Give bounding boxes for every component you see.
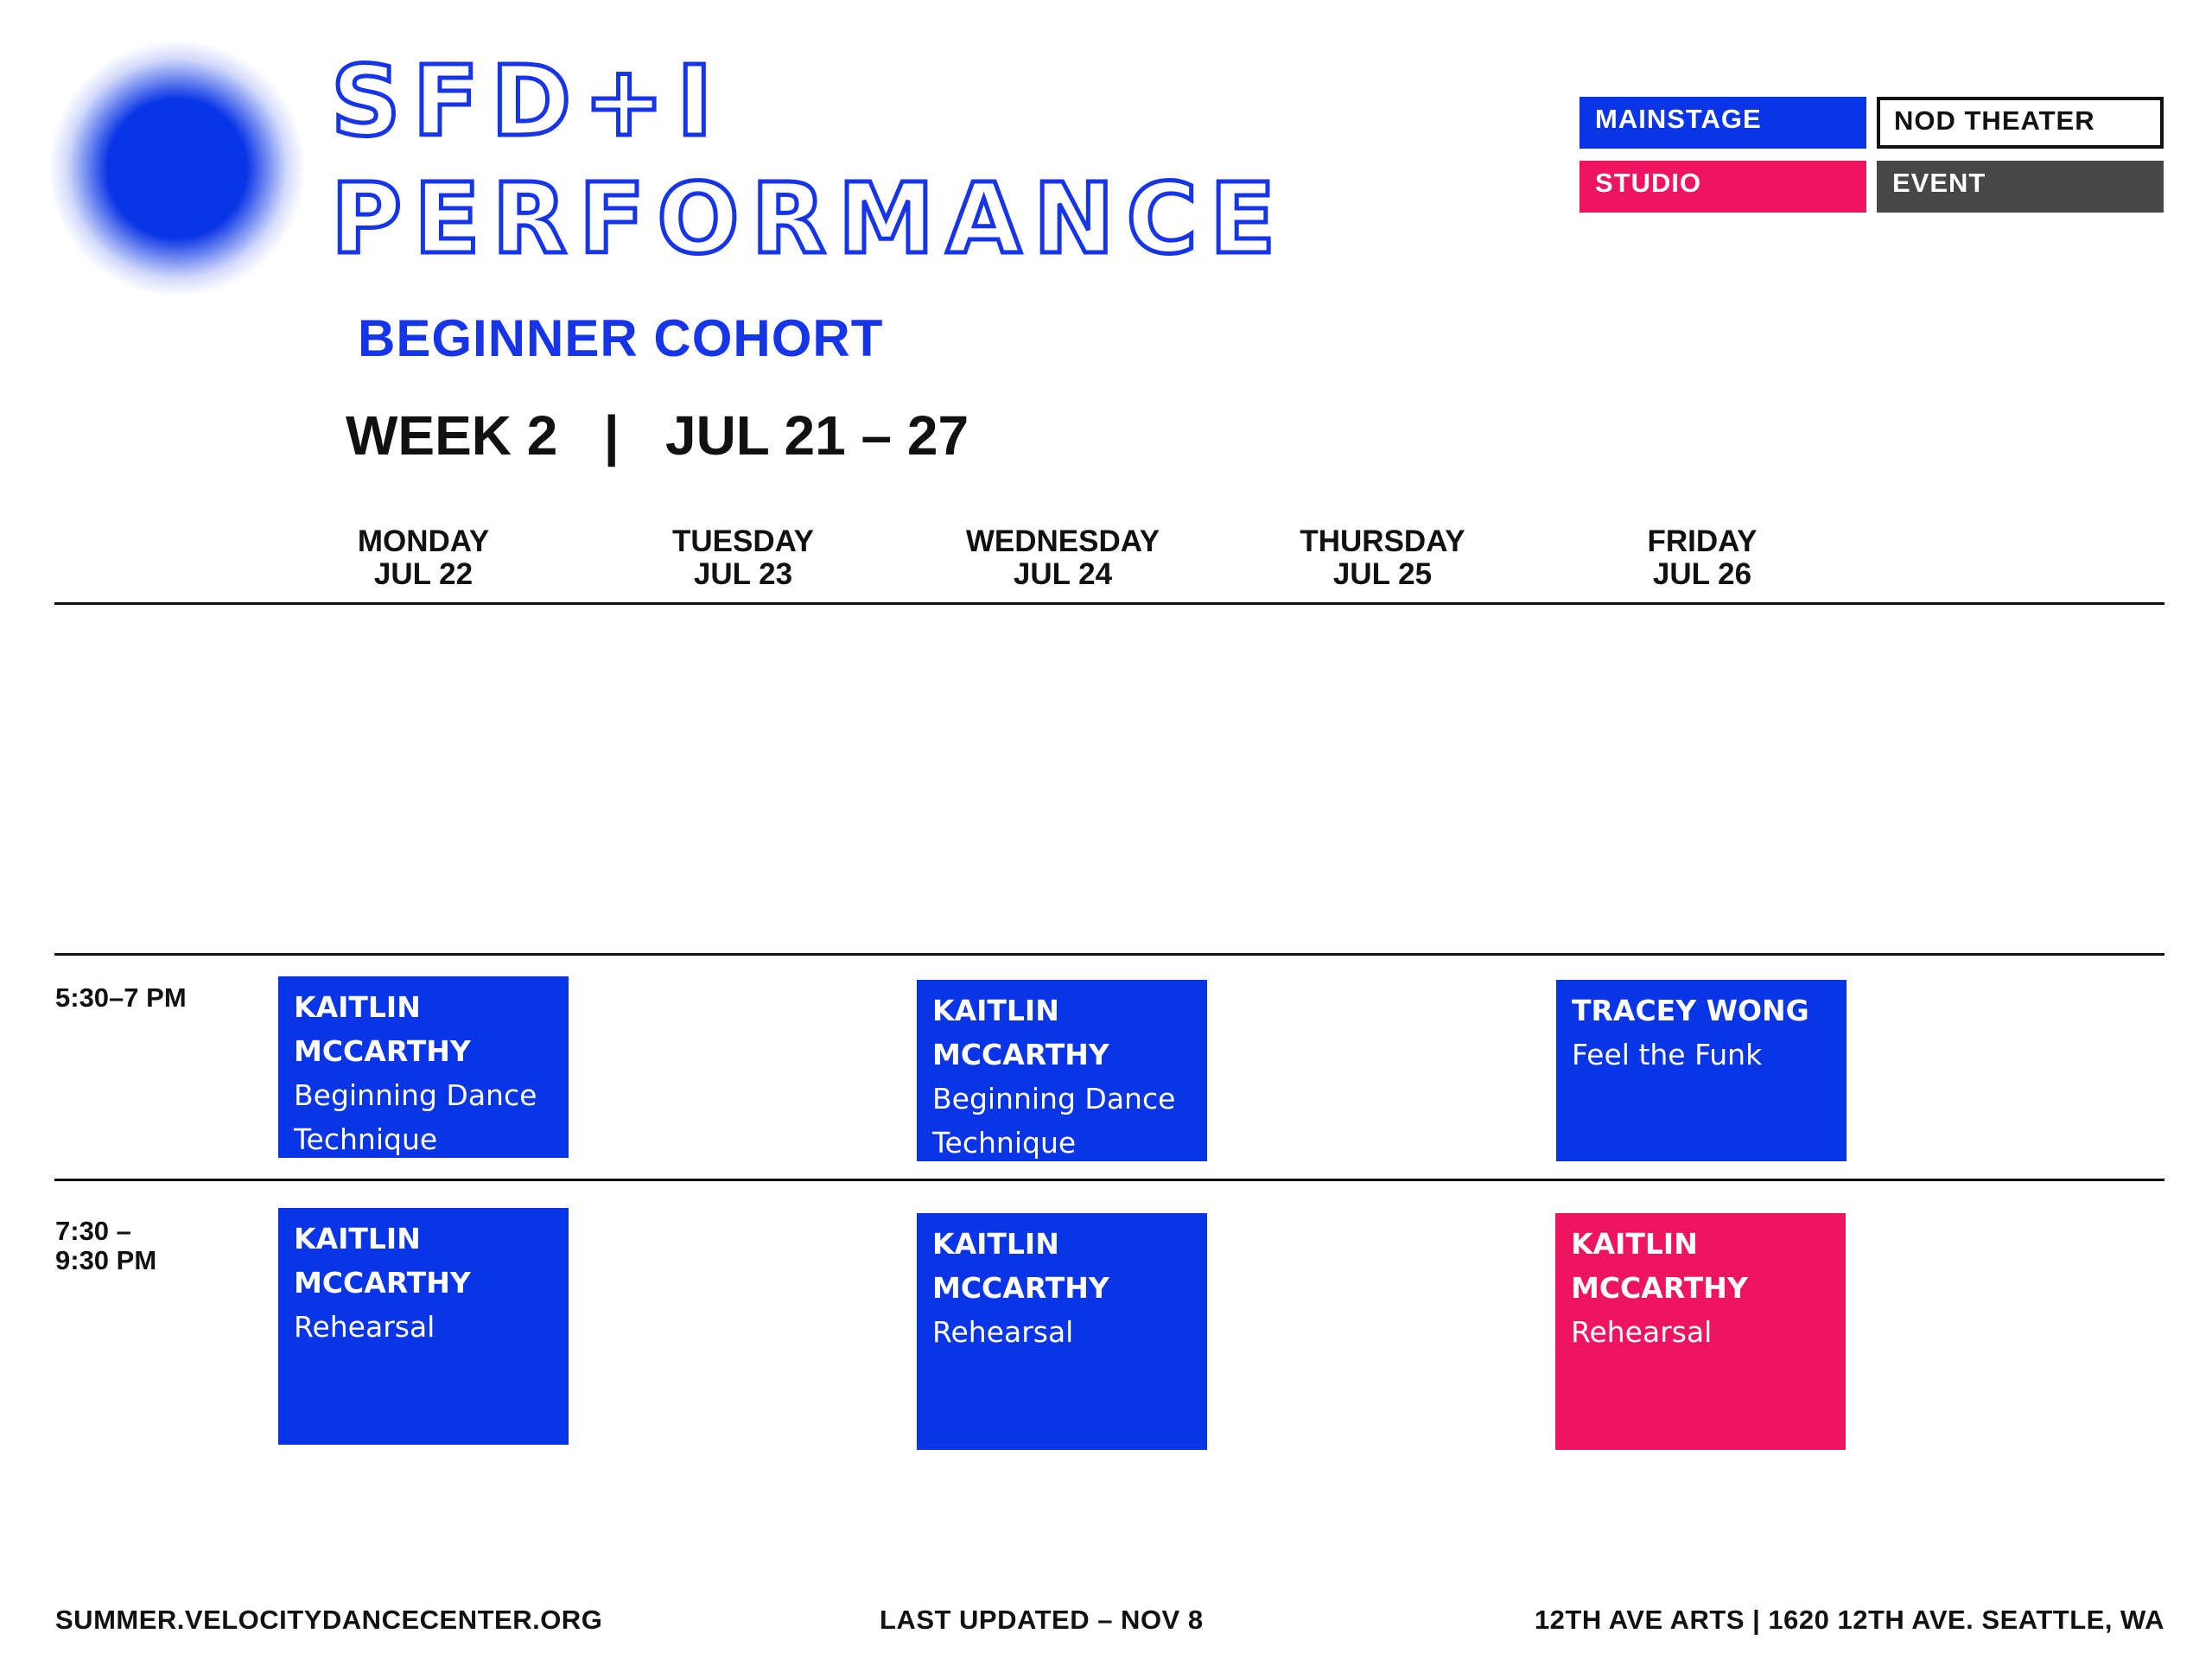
- class-title: Beginning Dance: [932, 1082, 1176, 1116]
- day-name: MONDAY: [357, 524, 490, 558]
- time-label-line: 5:30–7 PM: [55, 982, 187, 1013]
- class-title: Rehearsal: [1571, 1315, 1713, 1349]
- day-date: JUL 22: [373, 557, 474, 591]
- legend-mainstage: MAINSTAGE: [1580, 97, 1866, 149]
- class-title: Rehearsal: [294, 1310, 435, 1344]
- day-header-monday: [294, 525, 553, 591]
- instructor-name: KAITLIN: [932, 994, 1059, 1027]
- day-header-tuesday: [613, 525, 873, 591]
- instructor-name: MCCARTHY: [1571, 1271, 1748, 1305]
- day-name: FRIDAY: [1647, 524, 1758, 558]
- legend-event: EVENT: [1877, 161, 2164, 213]
- instructor-name: TRACEY WONG: [1572, 994, 1809, 1027]
- title-line-2: PERFORMANCE: [331, 163, 1288, 276]
- class-title: Beginning Dance: [294, 1078, 537, 1112]
- logo-dot: [48, 39, 307, 298]
- instructor-name: KAITLIN: [1571, 1227, 1698, 1261]
- event-card-wednesday-1[interactable]: [917, 980, 1207, 1161]
- event-card-friday-2[interactable]: [1555, 1213, 1846, 1450]
- time-label-line: 7:30 –: [55, 1216, 131, 1246]
- instructor-name: KAITLIN: [294, 1222, 421, 1255]
- event-card-friday-1[interactable]: [1556, 980, 1847, 1161]
- header-divider: [54, 602, 2164, 605]
- row-divider: [54, 953, 2164, 956]
- event-card-monday-2[interactable]: [278, 1208, 569, 1445]
- instructor-name: KAITLIN: [294, 990, 421, 1024]
- event-card-wednesday-2[interactable]: [917, 1213, 1207, 1450]
- day-date: JUL 24: [1013, 557, 1113, 591]
- day-name: THURSDAY: [1300, 524, 1465, 558]
- day-header-friday: [1573, 525, 1832, 591]
- row-divider: [54, 1179, 2164, 1181]
- time-slot-2: [55, 1217, 156, 1275]
- instructor-name: MCCARTHY: [932, 1271, 1109, 1305]
- legend-nod-theater: NOD THEATER: [1877, 97, 2164, 149]
- day-date: JUL 26: [1652, 557, 1752, 591]
- instructor-name: MCCARTHY: [294, 1266, 471, 1300]
- legend-studio: STUDIO: [1580, 161, 1866, 213]
- week-label: WEEK 2 | JUL 21 – 27: [346, 404, 969, 467]
- day-date: JUL 23: [693, 557, 793, 591]
- footer-last-updated: LAST UPDATED – NOV 8: [880, 1605, 1204, 1635]
- event-card-monday-1[interactable]: [278, 976, 569, 1158]
- class-title: Rehearsal: [932, 1315, 1074, 1349]
- time-slot-1: [55, 983, 187, 1013]
- instructor-name: MCCARTHY: [932, 1038, 1109, 1071]
- title-line-1: SFD+I: [331, 46, 725, 158]
- day-name: TUESDAY: [671, 524, 815, 558]
- day-date: JUL 25: [1332, 557, 1433, 591]
- day-header-wednesday: [933, 525, 1192, 591]
- footer-address: 12TH AVE ARTS | 1620 12TH AVE. SEATTLE, WA: [1534, 1605, 2164, 1635]
- class-title: Technique: [932, 1126, 1077, 1160]
- instructor-name: MCCARTHY: [294, 1034, 471, 1068]
- instructor-name: KAITLIN: [932, 1227, 1059, 1261]
- cohort-subtitle: BEGINNER COHORT: [358, 309, 884, 367]
- class-title: Technique: [294, 1122, 438, 1156]
- day-header-thursday: [1253, 525, 1512, 591]
- day-name: WEDNESDAY: [965, 524, 1160, 558]
- footer-website-link[interactable]: SUMMER.VELOCITYDANCECENTER.ORG: [55, 1605, 603, 1635]
- time-label-line: 9:30 PM: [55, 1245, 157, 1275]
- class-title: Feel the Funk: [1572, 1038, 1763, 1071]
